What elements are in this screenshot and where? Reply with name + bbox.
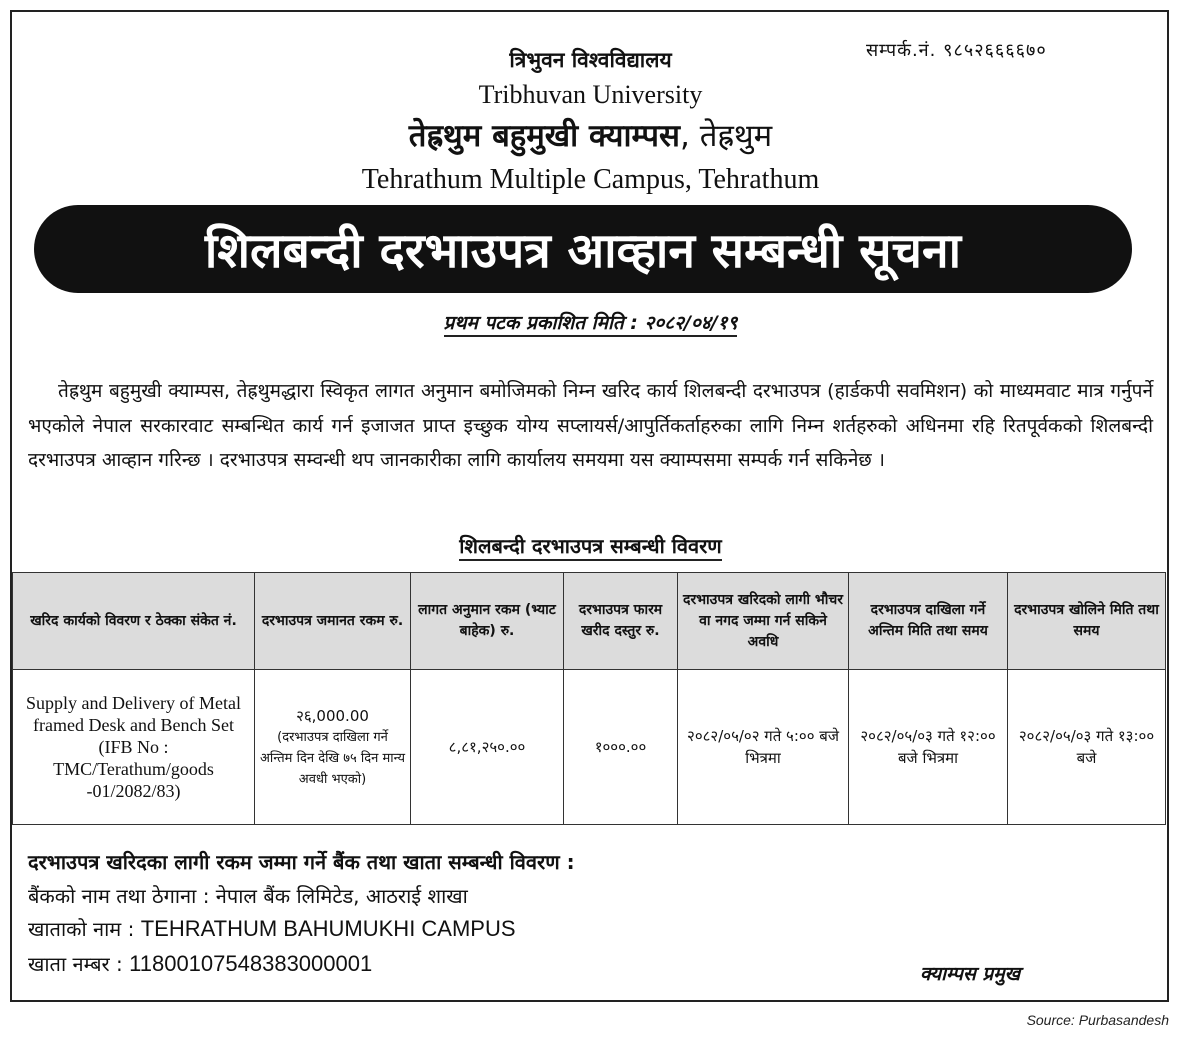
account-name-line [28,915,516,942]
notice-title: शिलबन्दी दरभाउपत्र आव्हान सम्बन्धी सूचना [204,222,962,279]
account-name-label: खाताको नाम : [28,917,135,941]
header-purchase-period: दरभाउपत्र खरिदको लागी भौचर वा नगद जम्मा गर्न सकिने अवधि [678,573,849,670]
publish-date [0,309,1181,335]
campus-name-main: तेह्रथुम बहुमुखी क्याम्पस [408,118,680,154]
table-row [13,670,1166,825]
header-description: खरिद कार्यको विवरण र ठेक्का संकेत नं. [13,573,255,670]
signature-campus-chief: क्याम्पस प्रमुख [920,963,1021,985]
cell-form-fee: १०००.०० [564,670,678,825]
cell-purchase-deadline: २०८२/०५/०२ गते ५:०० बजे भित्रमा [678,670,849,825]
notice-title-banner [34,205,1132,293]
cell-description: Supply and Delivery of Metal framed Desk and Bench Set (IFB No : TMC/Terathum/goods -01/2082/83) [13,670,255,825]
tender-details-table [12,572,1166,825]
account-number-line [28,950,372,977]
university-name-nepali: त्रिभुवन विश्वविद्यालय [509,48,672,72]
campus-name-english: Tehrathum Multiple Campus, Tehrathum [361,164,820,195]
campus-name-location: , तेह्रथुम [680,118,773,154]
source-credit: Source: Purbasandesh [1026,1012,1169,1028]
cell-submission-deadline: २०८२/०५/०३ गते १२:०० बजे भित्रमा [849,670,1008,825]
publish-date-text: प्रथम पटक प्रकाशित मिति : २०८२/०४/१९ [444,312,738,337]
notice-body: तेह्रथुम बहुमुखी क्याम्पस, तेह्रथुमद्धारा स्विकृत लागत अनुमान बमोजिमको निम्न खरिद कार्य शिलबन्दी दरभाउपत्र (हार्डकपी सवमिशन) को माध्यमवाट मात्र गर्नुपर्ने भएकोले नेपाल सरकारवाट सम्बन्धित कार्य गर्न इजाजत प्राप्त इच्छुक योग्य सप्लायर्स/आपुर्तिकर्ताहरुका लागि निम्न शर्तहरुको अधिनमा रहि रितपूर्वकको शिलबन्दी दरभाउपत्र आव्हान गरिन्छ । दरभाउपत्र सम्वन्धी थप जानकारीका लागि कार्यालय समयमा यस क्याम्पसमा सम्पर्क गर्न सकिनेछ । [28,380,1153,471]
details-title [0,532,1181,559]
bank-details-title: दरभाउपत्र खरिदका लागी रकम जम्मा गर्ने बैंक तथा खाता सम्बन्धी विवरण : [28,850,575,874]
header-opening-time: दरभाउपत्र खोलिने मिति तथा समय [1008,573,1166,670]
account-number-value: 11800107548383000001 [129,951,373,976]
account-name-value: TEHRATHUM BAHUMUKHI CAMPUS [140,916,516,941]
contact-number: सम्पर्क.नं. ९८५२६६६६७० [866,40,1047,61]
header-security-amount: दरभाउपत्र जमानत रकम रु. [255,573,411,670]
campus-name-nepali [0,114,1181,156]
cell-security-amount [255,670,411,825]
header-cost-estimate: लागत अनुमान रकम (भ्याट बाहेक) रु. [411,573,564,670]
cell-opening-time: २०८२/०५/०३ गते १३:०० बजे [1008,670,1166,825]
bank-name-label: बैंकको नाम तथा ठेगाना : [28,884,210,908]
cell-cost-estimate: ८,८१,२५०.०० [411,670,564,825]
details-title-text: शिलबन्दी दरभाउपत्र सम्बन्धी विवरण [459,534,722,561]
security-amount-note: (दरभाउपत्र दाखिला गर्ने अन्तिम दिन देखि ७५ दिन मान्य अवधी भएको) [259,729,406,787]
account-number-label: खाता नम्बर : [28,952,123,976]
header-submission-deadline: दरभाउपत्र दाखिला गर्ने अन्तिम मिति तथा समय [849,573,1008,670]
bank-name-value: नेपाल बैंक लिमिटेड, आठराई शाखा [215,884,468,908]
header-form-fee: दरभाउपत्र फारम खरीद दस्तुर रु. [564,573,678,670]
table-header-row [13,573,1166,670]
security-amount-value: २६,000.00 [296,706,369,725]
university-name-english: Tribhuvan University [478,80,703,109]
bank-name-line [28,882,468,909]
